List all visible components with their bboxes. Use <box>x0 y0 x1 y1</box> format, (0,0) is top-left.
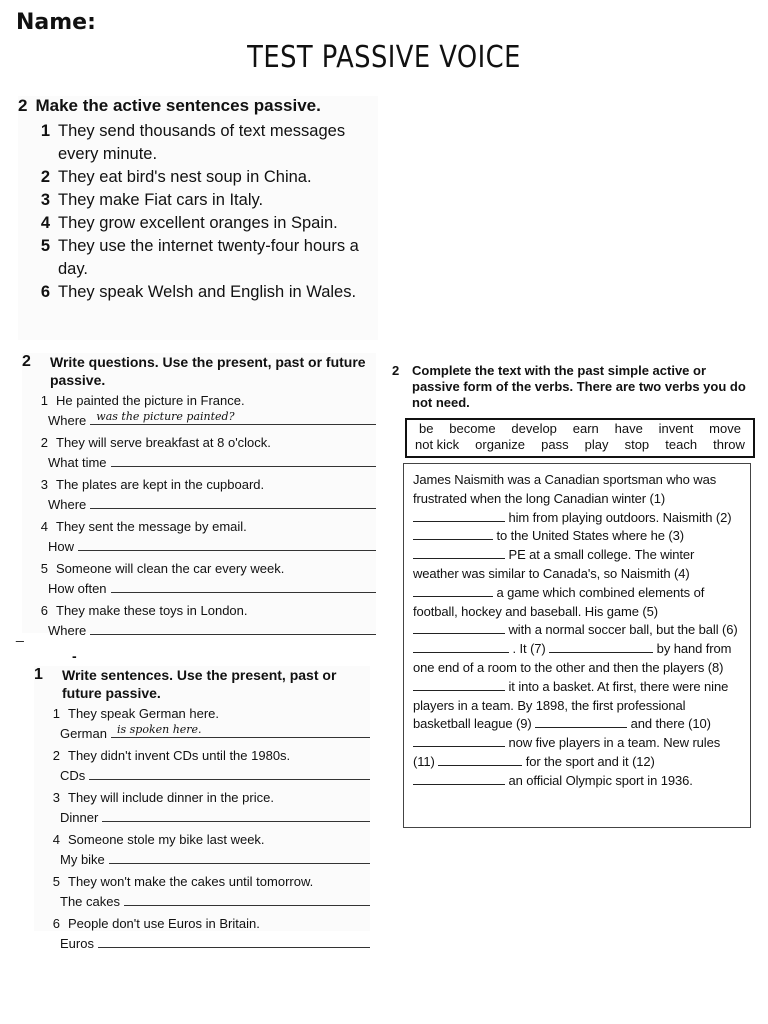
item-text: They will include dinner in the price. <box>68 790 274 805</box>
answer-line[interactable] <box>89 766 370 780</box>
item-text: He painted the picture in France. <box>56 393 245 408</box>
passage-segment: PE at a small college. The winter weather was similar to Canada's, so Naismith (4) <box>413 547 695 581</box>
gap-blank[interactable] <box>413 641 509 653</box>
answer-prompt: The cakes <box>60 894 120 909</box>
question-item <box>22 433 376 453</box>
item-text: Someone will clean the car every week. <box>56 561 285 576</box>
passage-segment: it into a basket. At first, there were nine players in a team. By 1898, the first professional basketball league (9) <box>413 678 729 732</box>
sentence-item <box>18 235 378 281</box>
sentence-item <box>18 166 378 189</box>
word-option: move <box>709 421 741 436</box>
passage-text <box>413 471 742 791</box>
word-option: teach <box>665 437 698 452</box>
item-text: They grow excellent oranges in Spain. <box>58 214 338 232</box>
item-number: 5 <box>40 561 48 576</box>
exercise-heading <box>34 666 370 702</box>
exercise-write-sentences <box>34 666 370 951</box>
answer-row <box>22 579 376 599</box>
gap-blank[interactable] <box>535 716 627 728</box>
answer-row <box>34 934 370 954</box>
item-number: 6 <box>40 283 50 301</box>
answer-prompt: German <box>60 726 107 741</box>
answer-row <box>34 808 370 828</box>
answer-line[interactable] <box>111 453 376 467</box>
question-item <box>22 559 376 579</box>
passage-segment: now five players in a team. New rules (11) <box>413 735 721 769</box>
item-number: 3 <box>40 191 50 209</box>
exercise-make-passive <box>18 96 378 340</box>
question-item <box>34 914 370 934</box>
gap-blank[interactable] <box>413 585 493 597</box>
item-number: 4 <box>40 214 50 232</box>
name-label: Name: <box>16 10 96 35</box>
answer-prompt: My bike <box>60 852 105 867</box>
item-number: 4 <box>40 519 48 534</box>
answer-prompt: Where <box>48 497 87 512</box>
answer-line[interactable] <box>111 724 370 738</box>
item-number: 2 <box>40 168 50 186</box>
answer-row <box>34 850 370 870</box>
gap-blank[interactable] <box>413 679 505 691</box>
exercise-number: 2 <box>22 353 31 370</box>
item-text: They use the internet twenty-four hours a day. <box>58 237 359 278</box>
answer-prompt: How often <box>48 581 107 596</box>
passage-segment: a game which combined elements of football, hockey and baseball. His game (5) <box>413 584 705 619</box>
gap-fill-text-box <box>403 463 751 828</box>
word-option: not kick <box>415 437 460 452</box>
item-text: They sent the message by email. <box>56 519 247 534</box>
gap-blank[interactable] <box>549 641 653 653</box>
item-number: 3 <box>40 477 48 492</box>
answer-line[interactable] <box>90 621 376 635</box>
word-option: pass <box>541 437 569 452</box>
passage-segment: with a normal soccer ball, but the ball (6) <box>505 622 738 638</box>
gap-blank[interactable] <box>413 528 493 540</box>
item-number: 5 <box>40 237 50 255</box>
question-item <box>34 704 370 724</box>
word-option: organize <box>475 437 526 452</box>
answer-prompt: Dinner <box>60 810 99 825</box>
item-text: They speak Welsh and English in Wales. <box>58 283 357 301</box>
item-number: 2 <box>52 748 60 763</box>
answer-prompt: Where <box>48 413 87 428</box>
gap-blank[interactable] <box>413 773 505 785</box>
passage-segment: him from playing outdoors. Naismith (2) <box>505 509 732 525</box>
word-option: earn <box>572 421 599 436</box>
item-number: 2 <box>40 435 48 450</box>
answer-row <box>22 411 376 431</box>
answer-prompt: Euros <box>60 936 94 951</box>
exercise-instruction: Complete the text with the past simple active or passive form of the verbs. There are two verbs you do not need. <box>412 363 746 410</box>
answer-row <box>22 453 376 473</box>
word-option: have <box>614 421 643 436</box>
exercise-instruction: Write sentences. Use the present, past or future passive. <box>62 667 337 701</box>
item-number: 5 <box>52 874 60 889</box>
item-text: They make these toys in London. <box>56 603 248 618</box>
answer-line[interactable] <box>124 892 370 906</box>
answer-line[interactable] <box>90 411 376 425</box>
word-option: stop <box>624 437 650 452</box>
answer-prompt: What time <box>48 455 107 470</box>
question-item <box>34 830 370 850</box>
item-text: They will serve breakfast at 8 o'clock. <box>56 435 271 450</box>
item-text: They make Fiat cars in Italy. <box>58 191 264 209</box>
item-text: Someone stole my bike last week. <box>68 832 265 847</box>
item-text: People don't use Euros in Britain. <box>68 916 260 931</box>
answer-row <box>22 495 376 515</box>
page-title: TEST PASSIVE VOICE <box>247 40 521 75</box>
word-option: be <box>419 421 434 436</box>
sentence-item <box>18 120 378 166</box>
answer-row <box>34 724 370 744</box>
item-number: 4 <box>52 832 60 847</box>
handwritten-answer: was the picture painted? <box>96 410 235 423</box>
exercise-write-questions <box>22 353 376 638</box>
answer-line[interactable] <box>78 537 376 551</box>
word-option: throw <box>713 437 745 452</box>
passage-segment: . It (7) <box>509 641 550 657</box>
exercise-number: 1 <box>34 666 43 683</box>
gap-blank[interactable] <box>413 547 505 559</box>
item-number: 6 <box>52 916 60 931</box>
word-row <box>407 437 753 453</box>
passage-segment: and there (10) <box>627 716 711 732</box>
answer-prompt: CDs <box>60 768 86 783</box>
word-option: play <box>584 437 609 452</box>
item-number: 6 <box>40 603 48 618</box>
sentence-item <box>18 281 378 304</box>
gap-blank[interactable] <box>413 622 505 634</box>
gap-blank[interactable] <box>413 735 505 747</box>
answer-row <box>22 537 376 557</box>
gap-blank[interactable] <box>413 510 505 522</box>
margin-dash: _ <box>16 626 24 642</box>
exercise-heading <box>18 96 378 116</box>
item-text: They send thousands of text messages every minute. <box>58 122 346 163</box>
item-text: They eat bird's nest soup in China. <box>58 168 312 186</box>
gap-blank[interactable] <box>438 754 522 766</box>
answer-line[interactable] <box>109 850 370 864</box>
sentence-item <box>18 212 378 235</box>
word-option: develop <box>511 421 557 436</box>
margin-dot: - <box>72 648 77 664</box>
item-number: 1 <box>40 393 48 408</box>
word-option: invent <box>658 421 694 436</box>
item-text: The plates are kept in the cupboard. <box>56 477 265 492</box>
question-item <box>22 601 376 621</box>
answer-prompt: How <box>48 539 75 554</box>
exercise-number: 2 <box>18 96 28 115</box>
word-option: become <box>449 421 496 436</box>
exercise-instruction: Write questions. Use the present, past or future passive. <box>50 354 366 388</box>
question-item <box>34 746 370 766</box>
exercise-instruction: Make the active sentences passive. <box>35 96 321 115</box>
handwritten-answer: is spoken here. <box>116 723 202 736</box>
item-text: They won't make the cakes until tomorrow. <box>68 874 314 889</box>
passage-segment: to the United States where he (3) <box>493 528 684 544</box>
passage-segment: James Naismith was a Canadian sportsman who was frustrated when the long Canadian winter (1) <box>413 472 717 506</box>
question-list <box>22 391 376 641</box>
exercise-heading <box>22 353 376 389</box>
item-text: They speak German here. <box>68 706 220 721</box>
exercise-number: 2 <box>392 363 400 378</box>
passage-segment: for the sport and it (12) <box>522 753 655 769</box>
sentence-list <box>18 120 378 304</box>
answer-line[interactable] <box>98 934 370 948</box>
question-item <box>34 872 370 892</box>
answer-line[interactable] <box>111 579 376 593</box>
sentence-list <box>34 704 370 954</box>
sentence-item <box>18 189 378 212</box>
item-number: 1 <box>40 122 50 140</box>
word-row <box>407 420 753 437</box>
exercise-heading <box>392 363 748 411</box>
answer-line[interactable] <box>102 808 370 822</box>
question-item <box>34 788 370 808</box>
answer-line[interactable] <box>90 495 376 509</box>
question-item <box>22 517 376 537</box>
item-text: They didn't invent CDs until the 1980s. <box>68 748 291 763</box>
word-box <box>405 418 755 458</box>
answer-row <box>34 766 370 786</box>
passage-segment: by hand from one end of a room to the other and then the players (8) <box>413 641 732 675</box>
passage-segment: an official Olympic sport in 1936. <box>505 772 693 788</box>
answer-row <box>22 621 376 641</box>
question-item <box>22 475 376 495</box>
item-number: 3 <box>52 790 60 805</box>
item-number: 1 <box>52 706 60 721</box>
answer-row <box>34 892 370 912</box>
answer-prompt: Where <box>48 623 87 638</box>
